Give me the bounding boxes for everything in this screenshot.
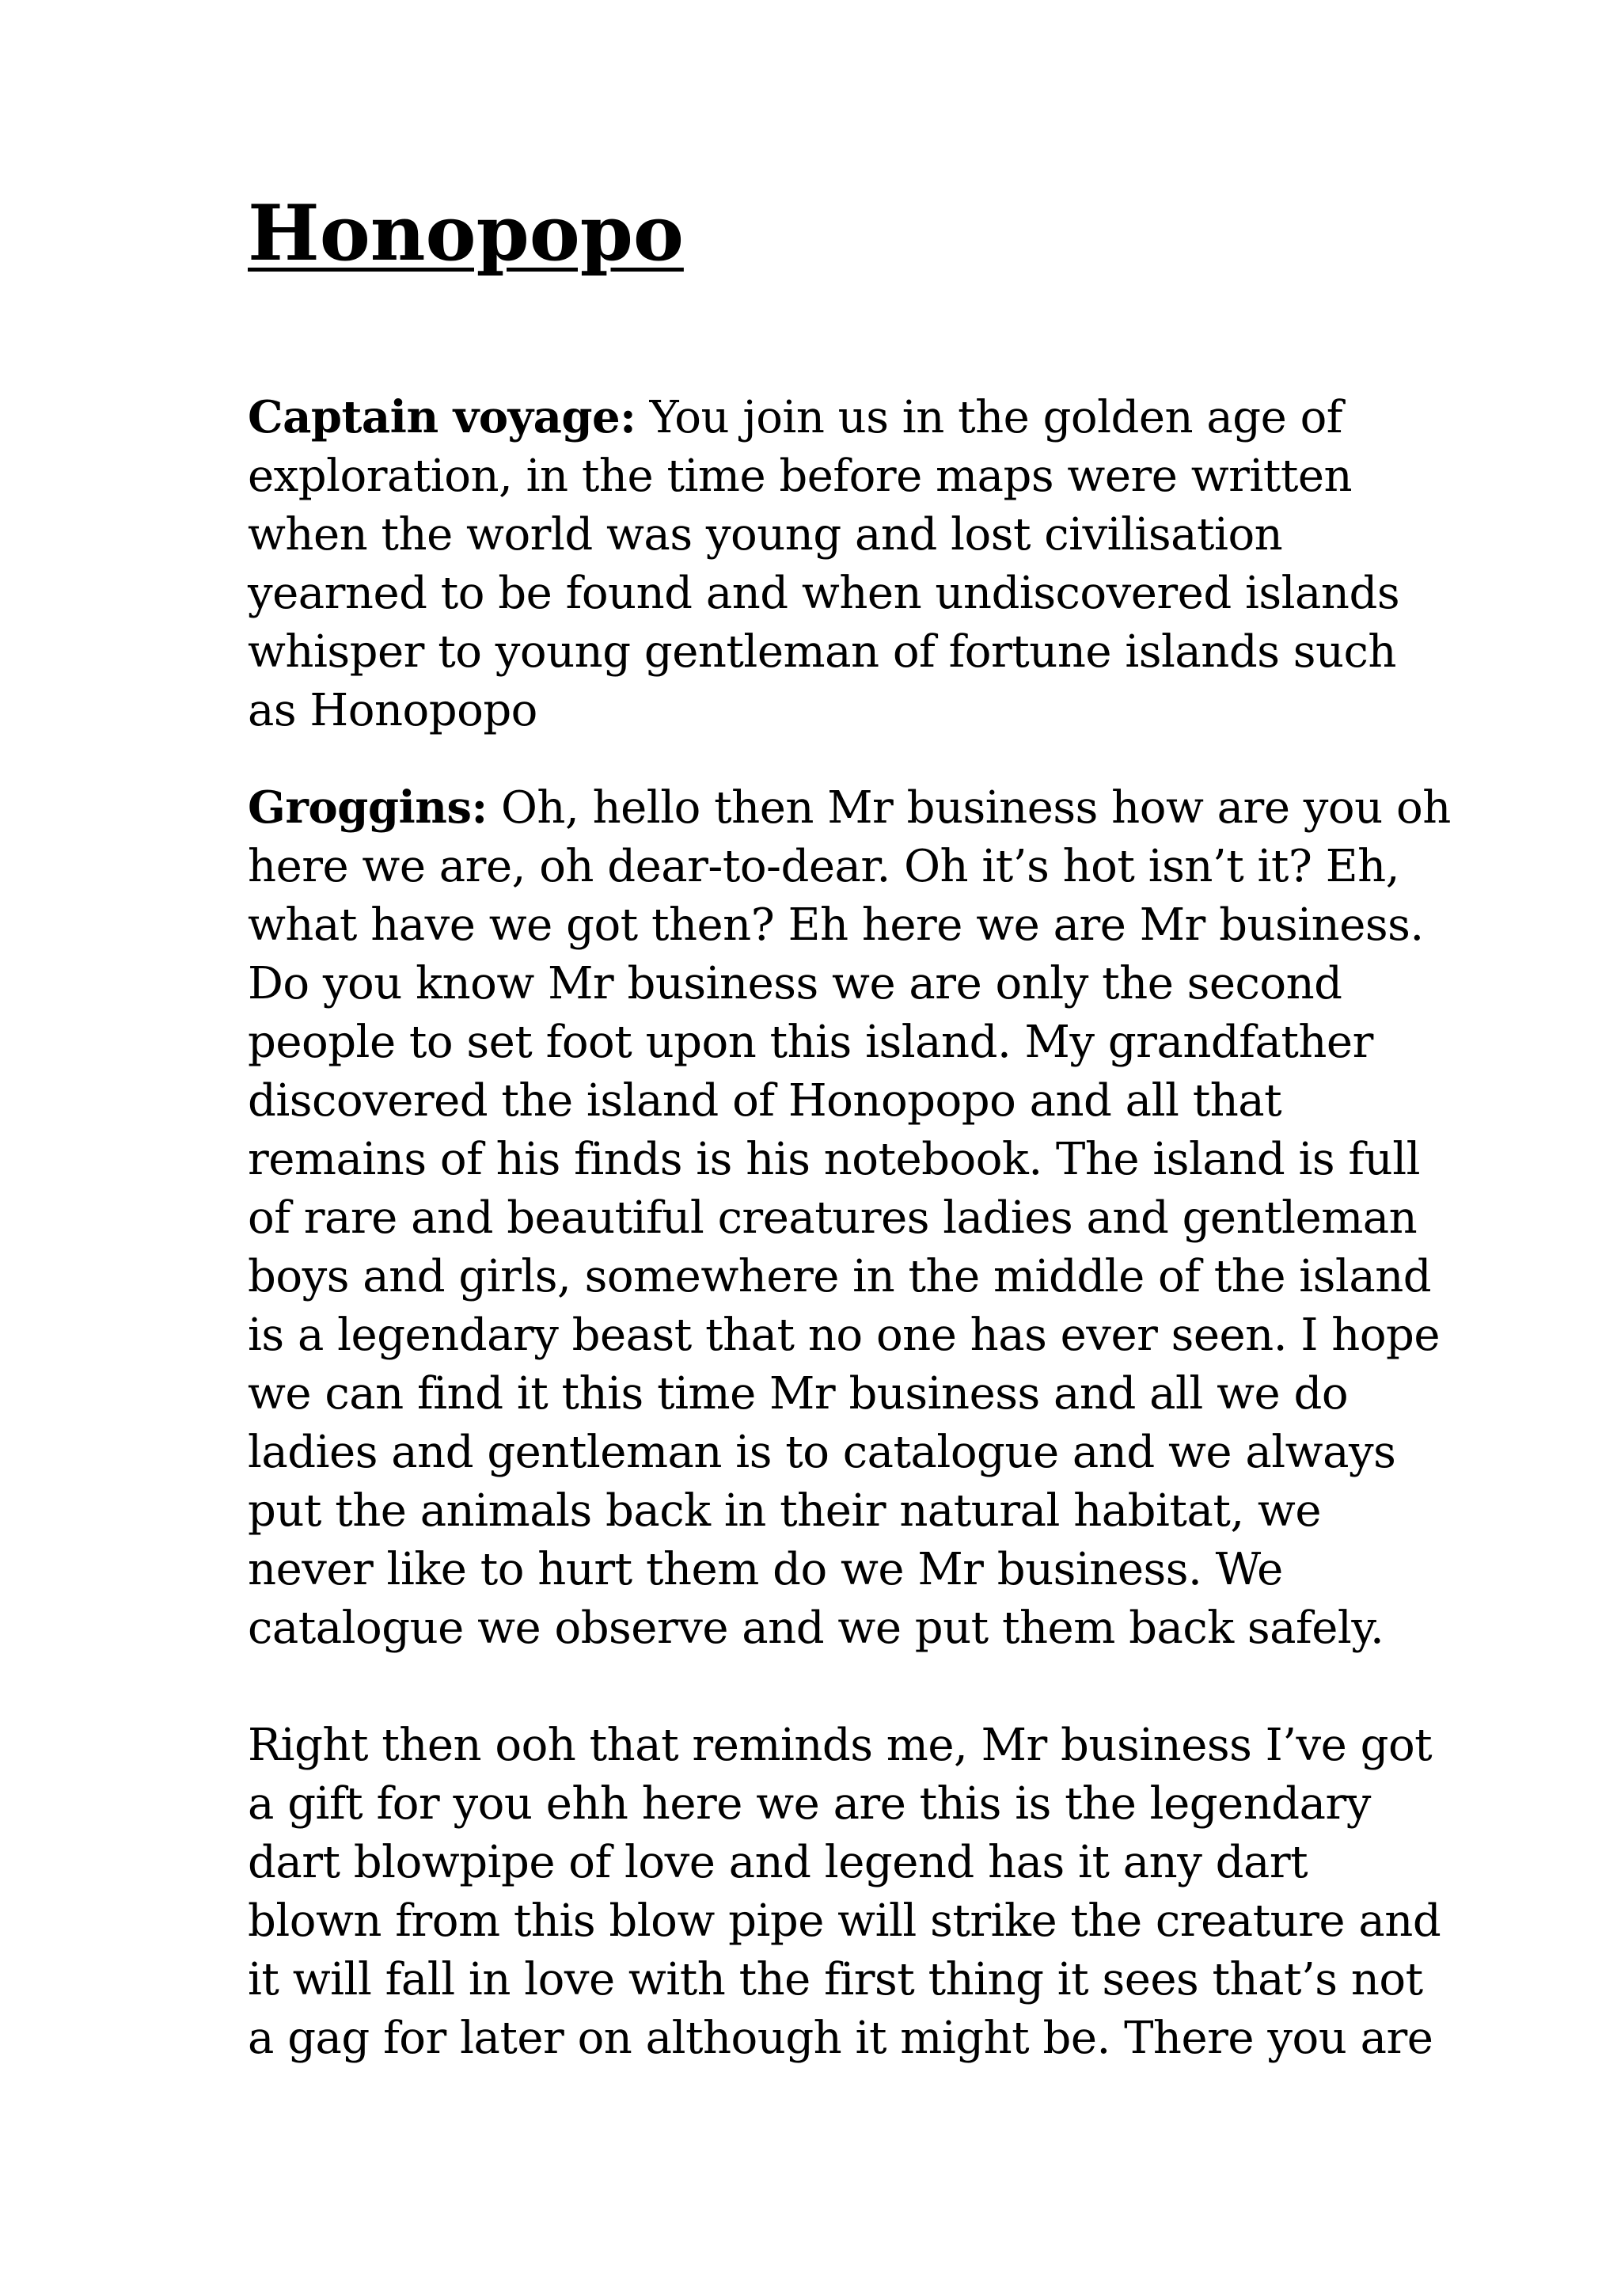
- speaker-name-captain: Captain voyage:: [248, 391, 636, 444]
- paragraph-line: dart blowpipe of love and legend has it any dart: [248, 1837, 1308, 1889]
- line-text: Oh, hello then Mr business how are you oh: [501, 782, 1451, 834]
- continuation-paragraph: [248, 1716, 1441, 2068]
- paragraph-line: put the animals back in their natural habitat, we: [248, 1485, 1322, 1538]
- paragraph-line: Do you know Mr business we are only the second: [248, 958, 1342, 1010]
- speaker-name-groggins: Groggins:: [248, 781, 488, 834]
- paragraph-line: is a legendary beast that no one has ever seen. I hope: [248, 1310, 1441, 1362]
- paragraph-line: blown from this blow pipe will strike the creature and: [248, 1895, 1441, 1948]
- paragraph-line: we can find it this time Mr business and all we do: [248, 1368, 1349, 1420]
- paragraph-line: it will fall in love with the first thing it sees that’s not: [248, 1954, 1423, 2006]
- captain-voyage-paragraph: [248, 388, 1411, 740]
- paragraph-line: people to set foot upon this island. My grandfather: [248, 1017, 1373, 1069]
- document-page: [248, 188, 1451, 2068]
- paragraph-line: here we are, oh dear-to-dear. Oh it’s hot isn’t it? Eh,: [248, 841, 1399, 893]
- paragraph-line: never like to hurt them do we Mr business. We: [248, 1544, 1283, 1596]
- paragraph-line: remains of his finds is his notebook. The island is full: [248, 1134, 1421, 1186]
- groggins-paragraph: [248, 778, 1451, 1658]
- paragraph-line: as Honopopo: [248, 685, 537, 737]
- paragraph-line: ladies and gentleman is to catalogue and we always: [248, 1427, 1396, 1479]
- paragraph-line: a gift for you ehh here we are this is the legendary: [248, 1778, 1371, 1830]
- paragraph-line: what have we got then? Eh here we are Mr business.: [248, 899, 1424, 952]
- paragraph-line: Right then ooh that reminds me, Mr business I’ve got: [248, 1720, 1433, 1772]
- paragraph-line: [248, 388, 1411, 447]
- paragraph-line: whisper to young gentleman of fortune islands such: [248, 626, 1396, 679]
- paragraph-line: a gag for later on although it might be. There you are: [248, 2013, 1433, 2065]
- page-title: Honopopo: [248, 188, 684, 278]
- line-text: You join us in the golden age of: [649, 392, 1343, 444]
- paragraph-line: boys and girls, somewhere in the middle of the island: [248, 1251, 1432, 1303]
- paragraph-line: when the world was young and lost civilisation: [248, 509, 1283, 561]
- paragraph-line: yearned to be found and when undiscovered islands: [248, 568, 1400, 620]
- paragraph-line: of rare and beautiful creatures ladies and gentleman: [248, 1192, 1418, 1245]
- paragraph-line: catalogue we observe and we put them back safely.: [248, 1602, 1384, 1655]
- paragraph-line: exploration, in the time before maps were written: [248, 450, 1353, 503]
- paragraph-line: [248, 778, 1451, 838]
- paragraph-line: discovered the island of Honopopo and all that: [248, 1075, 1282, 1127]
